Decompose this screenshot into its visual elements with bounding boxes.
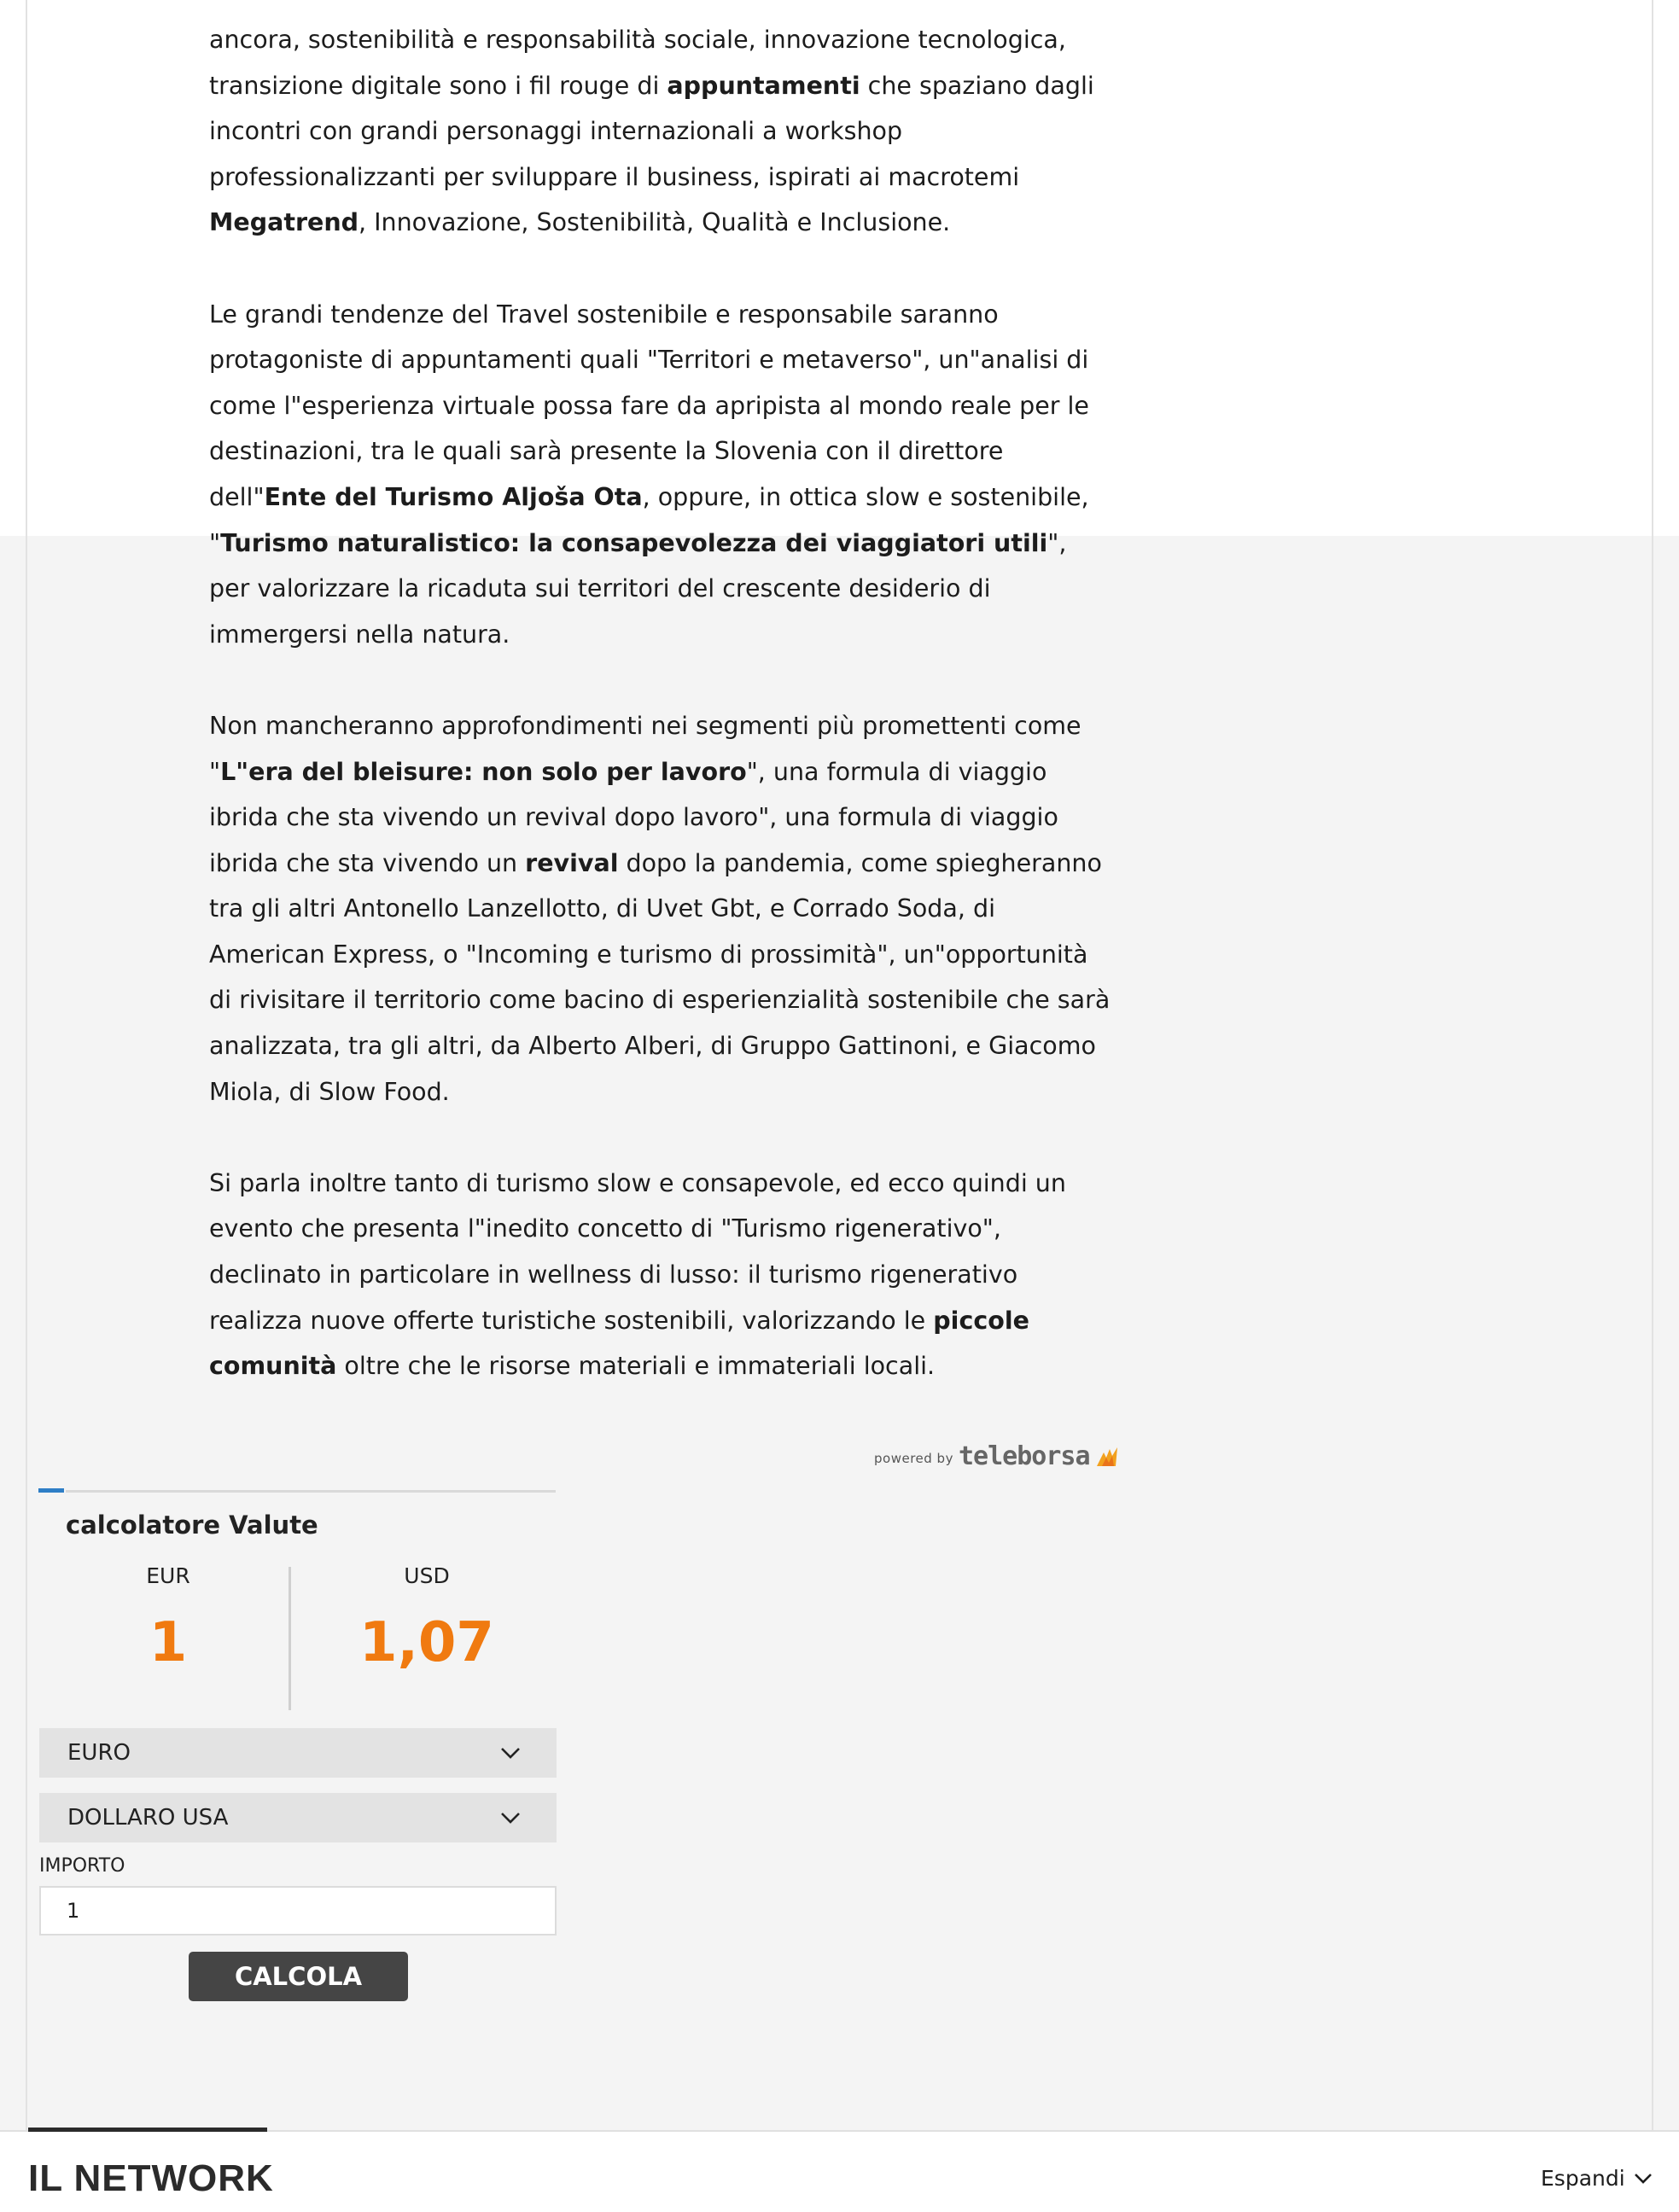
to-currency-code: USD (404, 1563, 450, 1588)
teleborsa-logo: teleborsa (958, 1441, 1090, 1471)
text-run: ", per valorizzare la ricaduta sui territori del crescente desiderio di immergersi nella natura. (209, 528, 1067, 649)
content-frame-right (1652, 0, 1653, 2130)
text-run: che spaziano dagli incontri con grandi personaggi internazionali a workshop professionalizzanti per sviluppare il business, ispirati ai macrotemi (209, 71, 1094, 191)
bold-text: Megatrend (209, 208, 359, 237)
article-body (209, 17, 1114, 1435)
widget-top-border (66, 1490, 556, 1493)
powered-by-text: powered by (874, 1451, 953, 1466)
importo-input[interactable] (39, 1886, 557, 1936)
importo-label: IMPORTO (39, 1855, 125, 1877)
text-run: oltre che le risorse materiali e immateriali locali. (336, 1352, 936, 1381)
bold-text: revival (525, 848, 619, 877)
text-run: Non mancheranno approfondimenti nei segmenti più promettenti come " (209, 711, 1081, 786)
article-paragraph (209, 703, 1114, 1115)
bold-text: piccole comunità (209, 1306, 1029, 1381)
to-currency-value: 1,07 (359, 1611, 494, 1674)
from-currency-value: 1 (149, 1611, 188, 1674)
content-frame-left (26, 0, 27, 2130)
bold-text: Turismo naturalistico: la consapevolezza dei viaggiatori utili (220, 528, 1048, 557)
text-run: , Innovazione, Sostenibilità, Qualità e Inclusione. (359, 208, 951, 237)
teleborsa-flame-icon (1095, 1446, 1121, 1468)
text-run: , oppure, in ottica slow e sostenibile, " (209, 482, 1089, 557)
text-run: ", una formula di viaggio ibrida che sta vivendo un revival dopo lavoro", una formula di viaggio ibrida che sta vivendo un (209, 757, 1058, 877)
from-currency-select[interactable] (39, 1728, 557, 1778)
bold-text: L"era del bleisure: non solo per lavoro (220, 757, 747, 786)
article-paragraph (209, 17, 1114, 246)
widget-title: calcolatore Valute (66, 1511, 318, 1540)
text-run: dopo la pandemia, come spiegheranno tra gli altri Antonello Lanzellotto, di Uvet Gbt, e Corrado Soda, di American Express, o "Incoming e turismo di prossimità", un"opportunità di rivisitare il territorio come bacino di esperienzialità sostenibile che sarà analizzata, tra gli altri, da Alberto Alberi, di Gruppo Gattinoni, e Giacomo Miola, di Slow Food. (209, 848, 1111, 1106)
chevron-down-icon (500, 1812, 521, 1824)
espandi-label: Espandi (1541, 2166, 1625, 2191)
text-run: Le grandi tendenze del Travel sostenibile e responsabile saranno protagoniste di appuntamenti quali "Territori e metaverso", un"analisi di come l"esperienza virtuale possa fare da apripista al mondo reale per le destinazioni, tra le quali sarà presente la Slovenia con il direttore dell" (209, 300, 1089, 511)
chevron-down-icon (1634, 2173, 1653, 2184)
chevron-down-icon (500, 1747, 521, 1759)
to-currency-select[interactable] (39, 1793, 557, 1842)
from-currency-select-value: EURO (67, 1740, 131, 1766)
lower-gray-band (0, 1323, 1679, 2130)
from-currency-code: EUR (146, 1563, 190, 1588)
to-currency-select-value: DOLLARO USA (67, 1805, 229, 1831)
calcola-button[interactable]: CALCOLA (189, 1952, 408, 2001)
text-run: Si parla inoltre tanto di turismo slow e consapevole, ed ecco quindi un evento che presenta l"inedito concetto di "Turismo rigenerativo", declinato in particolare in wellness di lusso: il turismo rigenerativo realizza nuove offerte turistiche sostenibili, valorizzando le (209, 1168, 1066, 1335)
widget-accent-bar (38, 1488, 64, 1493)
powered-by-teleborsa[interactable] (874, 1434, 1121, 1471)
article-paragraph (209, 1161, 1114, 1389)
currency-divider (289, 1567, 291, 1710)
text-run: ancora, sostenibilità e responsabilità sociale, innovazione tecnologica, transizione digitale sono i fil rouge di (209, 26, 1066, 100)
bold-text: Ente del Turismo Aljoša Ota (264, 482, 643, 511)
network-title: IL NETWORK (28, 2157, 274, 2199)
article-paragraph (209, 292, 1114, 658)
network-accent-bar (28, 2128, 267, 2132)
bold-text: appuntamenti (667, 71, 860, 100)
espandi-toggle[interactable] (1541, 2166, 1653, 2191)
